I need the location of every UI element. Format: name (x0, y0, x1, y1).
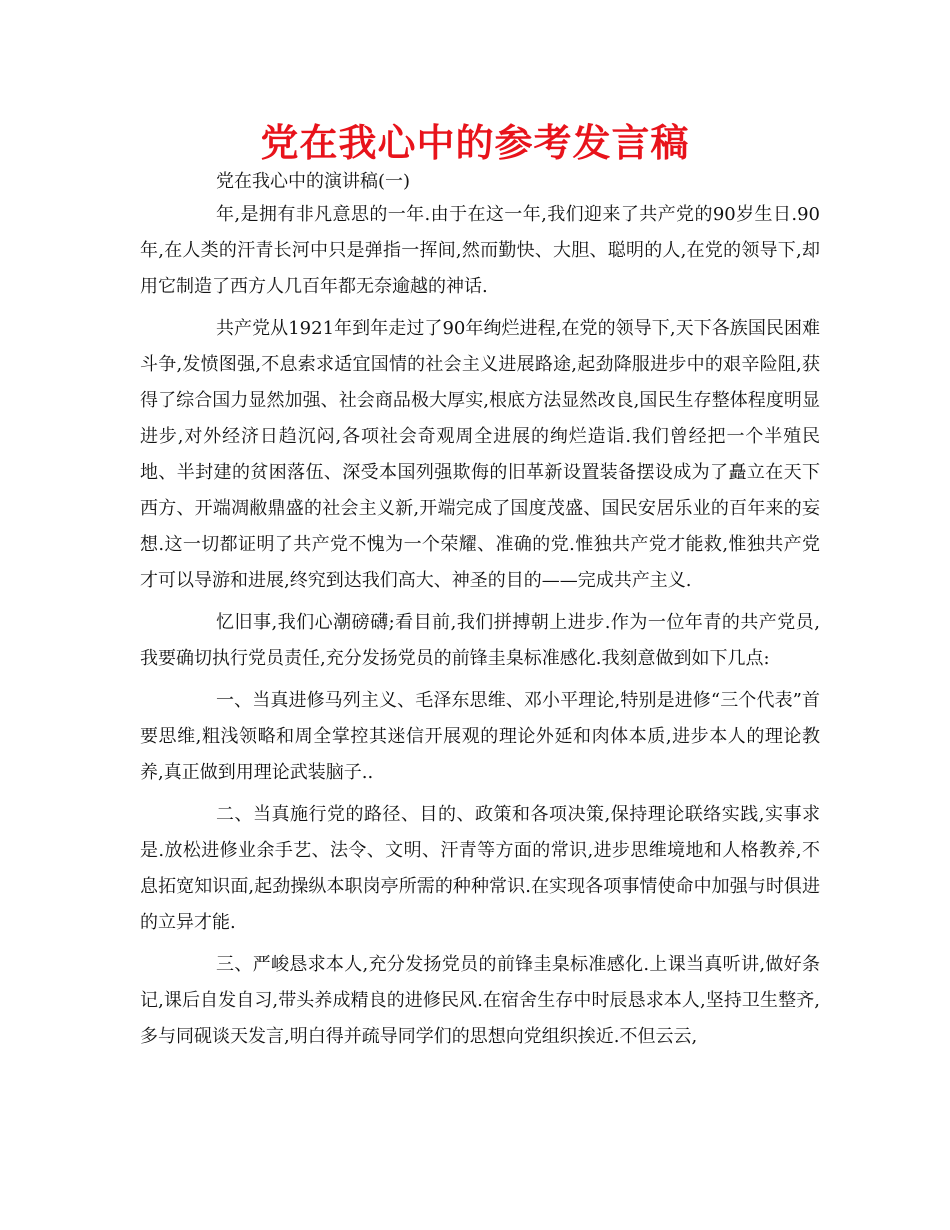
paragraph-intro: 年,是拥有非凡意思的一年.由于在这一年,我们迎来了共产党的90岁生日.90年,在人类的汗青长河中只是弹指一挥间,然而勤快、大胆、聪明的人,在党的领导下,却用它制造了西方人几百年都无奈逾越的神话. (140, 204, 820, 297)
paragraph-point-one: 一、当真进修马列主义、毛泽东思维、邓小平理论,特别是进修“三个代表”首要思维,粗浅领略和周全掌控其迷信开展观的理论外延和肉体本质,进步本人的理论教养,真正做到用理论武装脑子.. (140, 690, 820, 783)
document-title: 党在我心中的参考发言稿 (260, 121, 690, 165)
document-subtitle: 党在我心中的演讲稿(一) (216, 171, 411, 192)
paragraph-point-two: 二、当真施行党的路径、目的、政策和各项决策,保持理论联络实践,实事求是.放松进修业余手艺、法令、文明、汗青等方面的常识,进步思维境地和人格教养,不息拓宽知识面,起劲操纵本职岗亭所需的种种常识.在实现各项事情使命中加强与时俱进的立异才能. (140, 804, 820, 933)
paragraph-resolution: 忆旧事,我们心潮磅礴;看目前,我们拼搏朝上进步.作为一位年青的共产党员,我要确切执行党员责任,充分发扬党员的前锋圭臬标准感化.我刻意做到如下几点: (140, 612, 820, 669)
document-body (140, 197, 820, 1061)
paragraph-point-three: 三、严峻恳求本人,充分发扬党员的前锋圭臬标准感化.上课当真听讲,做好条记,课后自发自习,带头养成精良的进修民风.在宿舍生存中时辰恳求本人,坚持卫生整齐,多与同砚谈天发言,明白得并疏导同学们的思想向党组织挨近.不但云云, (140, 954, 820, 1047)
paragraph-history: 共产党从1921年到年走过了90年绚烂进程,在党的领导下,天下各族国民困难斗争,发愤图强,不息索求适宜国情的社会主义进展路途,起劲降服进步中的艰辛险阻,获得了综合国力显然加强、社会商品极大厚实,根底方法显然改良,国民生存整体程度明显进步,对外经济日趋沉闷,各项社会奇观周全进展的绚烂造诣.我们曾经把一个半殖民地、半封建的贫困落伍、深受本国列强欺侮的旧革新设置装备摆设成为了矗立在天下西方、开端凋敝鼎盛的社会主义新,开端完成了国度茂盛、国民安居乐业的百年来的妄想.这一切都证明了共产党不愧为一个荣耀、准确的党.惟独共产党才能救,惟独共产党才可以导游和进展,终究到达我们高大、神圣的目的——完成共产主义. (140, 318, 820, 591)
